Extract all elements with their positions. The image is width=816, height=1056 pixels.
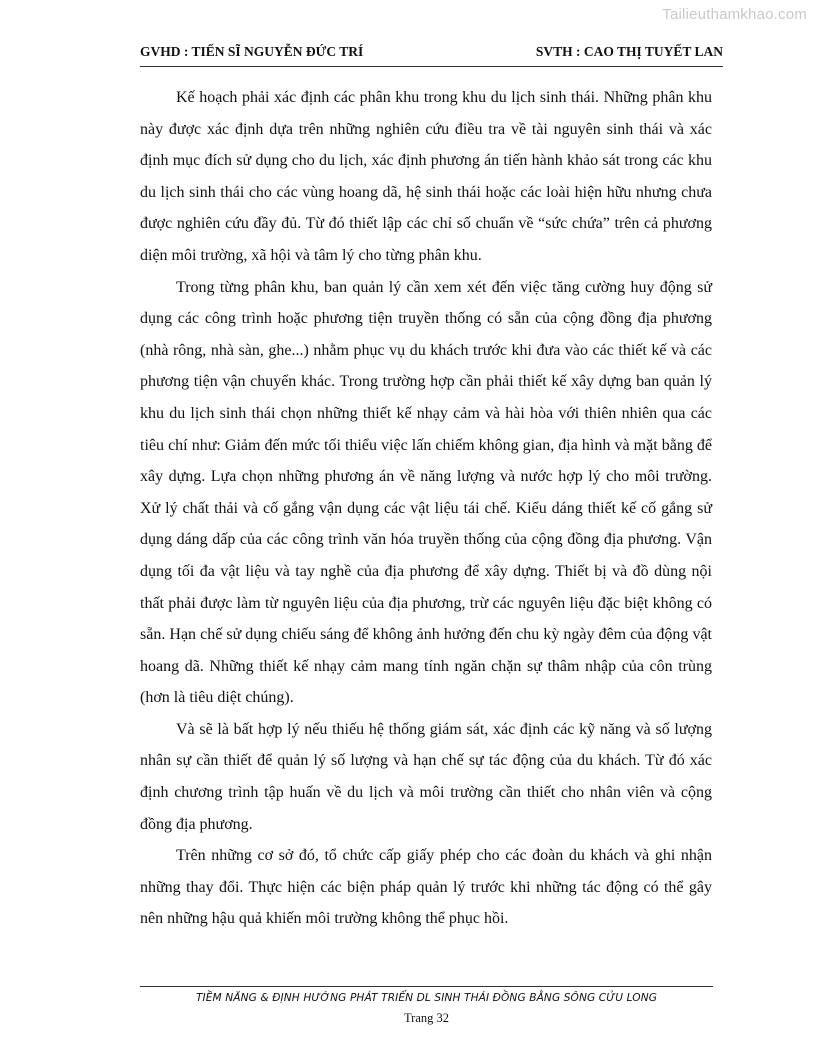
footer-divider [140,986,713,987]
page-number: Trang 32 [403,1011,450,1025]
paragraph-2: Trong từng phân khu, ban quản lý cần xem xét đến việc tăng cường huy động sử dụng các công trình hoặc phương tiện truyền thống có sẵn của cộng đồng địa phương (nhà rông, nhà sàn, ghe...) nhằm phục vụ du khách trước khi đưa vào các thiết kế và các phương tiện vận chuyển khác. Trong trường hợp cần phải thiết kế xây dựng ban quản lý khu du lịch sinh thái chọn những thiết kế nhạy cảm và hài hòa với thiên nhiên qua các tiêu chí như: Giảm đến mức tối thiểu việc lấn chiếm không gian, địa hình và mặt bằng để xây dựng. Lựa chọn những phương án về năng lượng và nước hợp lý cho môi trường. Xử lý chất thải và cố gắng vận dụng các vật liệu tái chế. Kiểu dáng thiết kế cố gắng sử dụng dáng dấp của các công trình văn hóa truyền thống của cộng đồng địa phương. Vận dụng tối đa vật liệu và tay nghề của địa phương để xây dựng. Thiết bị và đồ dùng nội thất phải được làm từ nguyên liệu của địa phương, trừ các nguyên liệu đặc biệt không có sẵn. Hạn chế sử dụng chiếu sáng để không ảnh hưởng đến chu kỳ ngày đêm của động vật hoang dã. Những thiết kế nhạy cảm mang tính ngăn chặn sự thâm nhập của côn trùng (hơn là tiêu diệt chúng). [140,278,712,707]
paragraph-4: Trên những cơ sở đó, tổ chức cấp giấy phép cho các đoàn du khách và ghi nhận những thay đổi. Thực hiện các biện pháp quản lý trước khi những tác động có thể gây nên những hậu quả khiến môi trường không thể phục hồi. [140,847,712,928]
header-divider [140,66,723,67]
paragraph-3: Và sẽ là bất hợp lý nếu thiếu hệ thống giám sát, xác định các kỹ năng và số lượng nhân sự cần thiết để quản lý số lượng và hạn chế sự tác động của du khách. Từ đó xác định chương trình tập huấn về du lịch và môi trường cần thiết cho nhân viên và cộng đồng địa phương. [140,720,712,833]
header-advisor: GVHD : TIẾN SĨ NGUYỄN ĐỨC TRÍ [140,44,364,59]
document-body [140,82,712,935]
paragraph-1: Kế hoạch phải xác định các phân khu trong khu du lịch sinh thái. Những phân khu này được xác định dựa trên những nghiên cứu điều tra về tài nguyên sinh thái và xác định mục đích sử dụng cho du lịch, xác định phương án tiến hành khảo sát trong các khu du lịch sinh thái cho các vùng hoang dã, hệ sinh thái hoặc các loài hiện hữu nhưng chưa được nghiên cứu đầy đủ. Từ đó thiết lập các chỉ số chuẩn về “sức chứa” trên cả phương diện môi trường, xã hội và tâm lý cho từng phân khu. [140,89,712,264]
header-student: SVTH : CAO THỊ TUYẾT LAN [535,44,723,59]
footer-title: TIỀM NĂNG & ĐỊNH HƯỚNG PHÁT TRIỂN DL SINH THÁI ĐỒNG BẰNG SÔNG CỬU LONG [195,992,658,1004]
page-header [140,44,723,62]
watermark: Tailieuthamkhao.com [662,6,807,23]
